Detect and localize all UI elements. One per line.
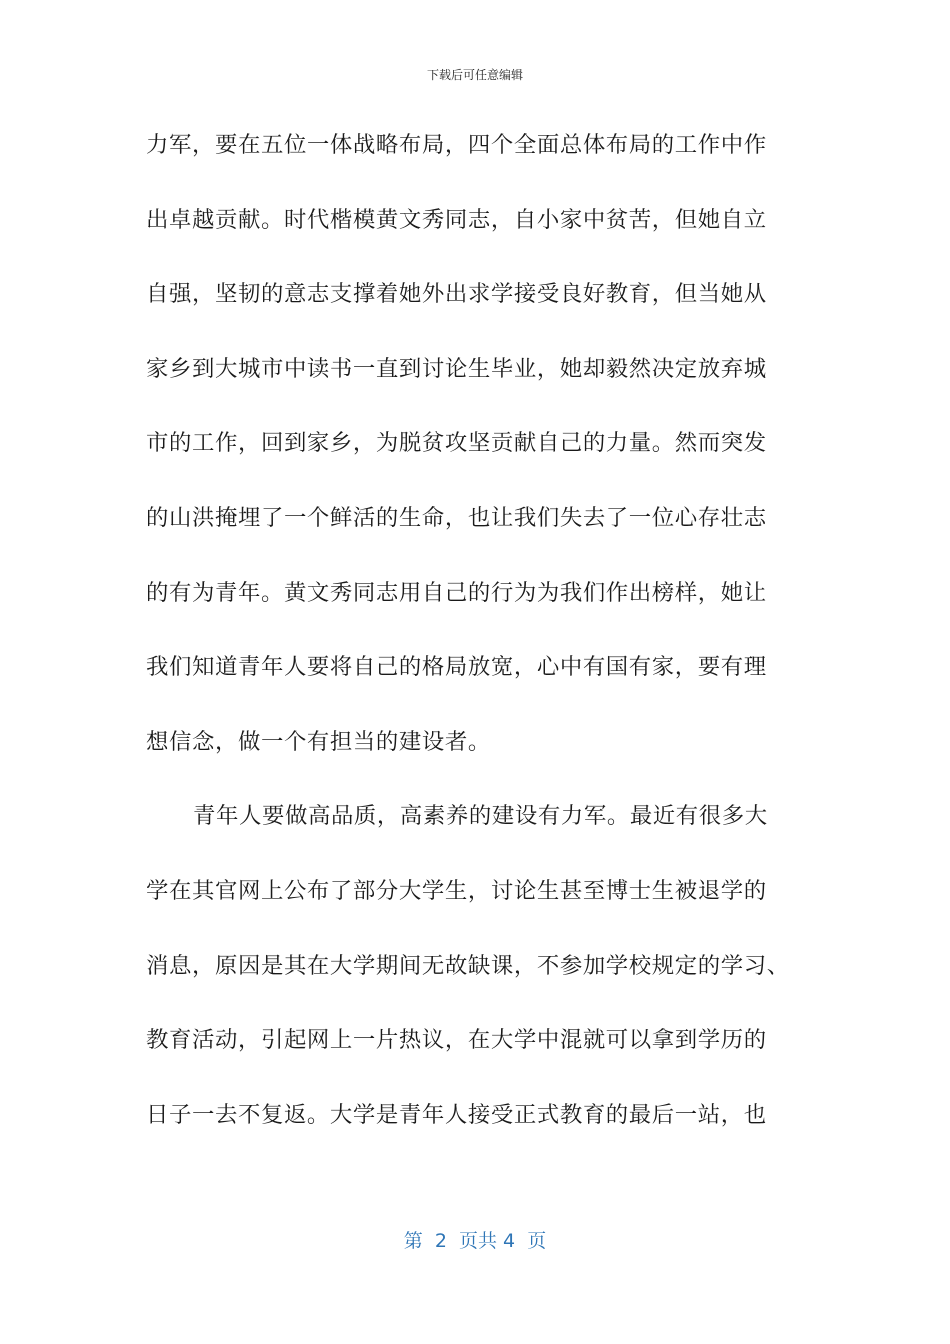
paragraph-line: 日子一去不复返。大学是青年人接受正式教育的最后一站，也	[146, 1101, 767, 1128]
page-header: 下载后可任意编辑	[426, 68, 523, 82]
paragraph-line-indented: 青年人要做高品质，高素养的建设有力军。最近有很多大	[193, 803, 768, 830]
page-footer: 第 2 页共 4 页	[403, 1230, 547, 1252]
paragraph-line: 教育活动，引起网上一片热议，在大学中混就可以拿到学历的	[146, 1027, 767, 1054]
paragraph-line: 我们知道青年人要将自己的格局放宽，心中有国有家，要有理	[146, 654, 767, 681]
paragraph-line: 的有为青年。黄文秀同志用自己的行为为我们作出榜样，她让	[146, 579, 767, 606]
paragraph-line: 消息，原因是其在大学期间无故缺课，不参加学校规定的学习、	[146, 952, 790, 979]
paragraph-line: 学在其官网上公布了部分大学生，讨论生甚至博士生被退学的	[146, 877, 767, 904]
paragraph-line: 想信念，做一个有担当的建设者。	[146, 728, 491, 755]
paragraph-line: 的山洪掩埋了一个鲜活的生命，也让我们失去了一位心存壮志	[146, 504, 767, 531]
paragraph-line: 家乡到大城市中读书一直到讨论生毕业，她却毅然决定放弃城	[146, 355, 767, 382]
paragraph-line: 市的工作，回到家乡，为脱贫攻坚贡献自己的力量。然而突发	[146, 430, 767, 457]
paragraph-line: 力军，要在五位一体战略布局，四个全面总体布局的工作中作	[146, 132, 767, 158]
document-body	[146, 122, 806, 1166]
paragraph-line: 出卓越贡献。时代楷模黄文秀同志，自小家中贫苦，但她自立	[146, 206, 767, 233]
paragraph-line: 自强，坚韧的意志支撑着她外出求学接受良好教育，但当她从	[146, 281, 767, 308]
